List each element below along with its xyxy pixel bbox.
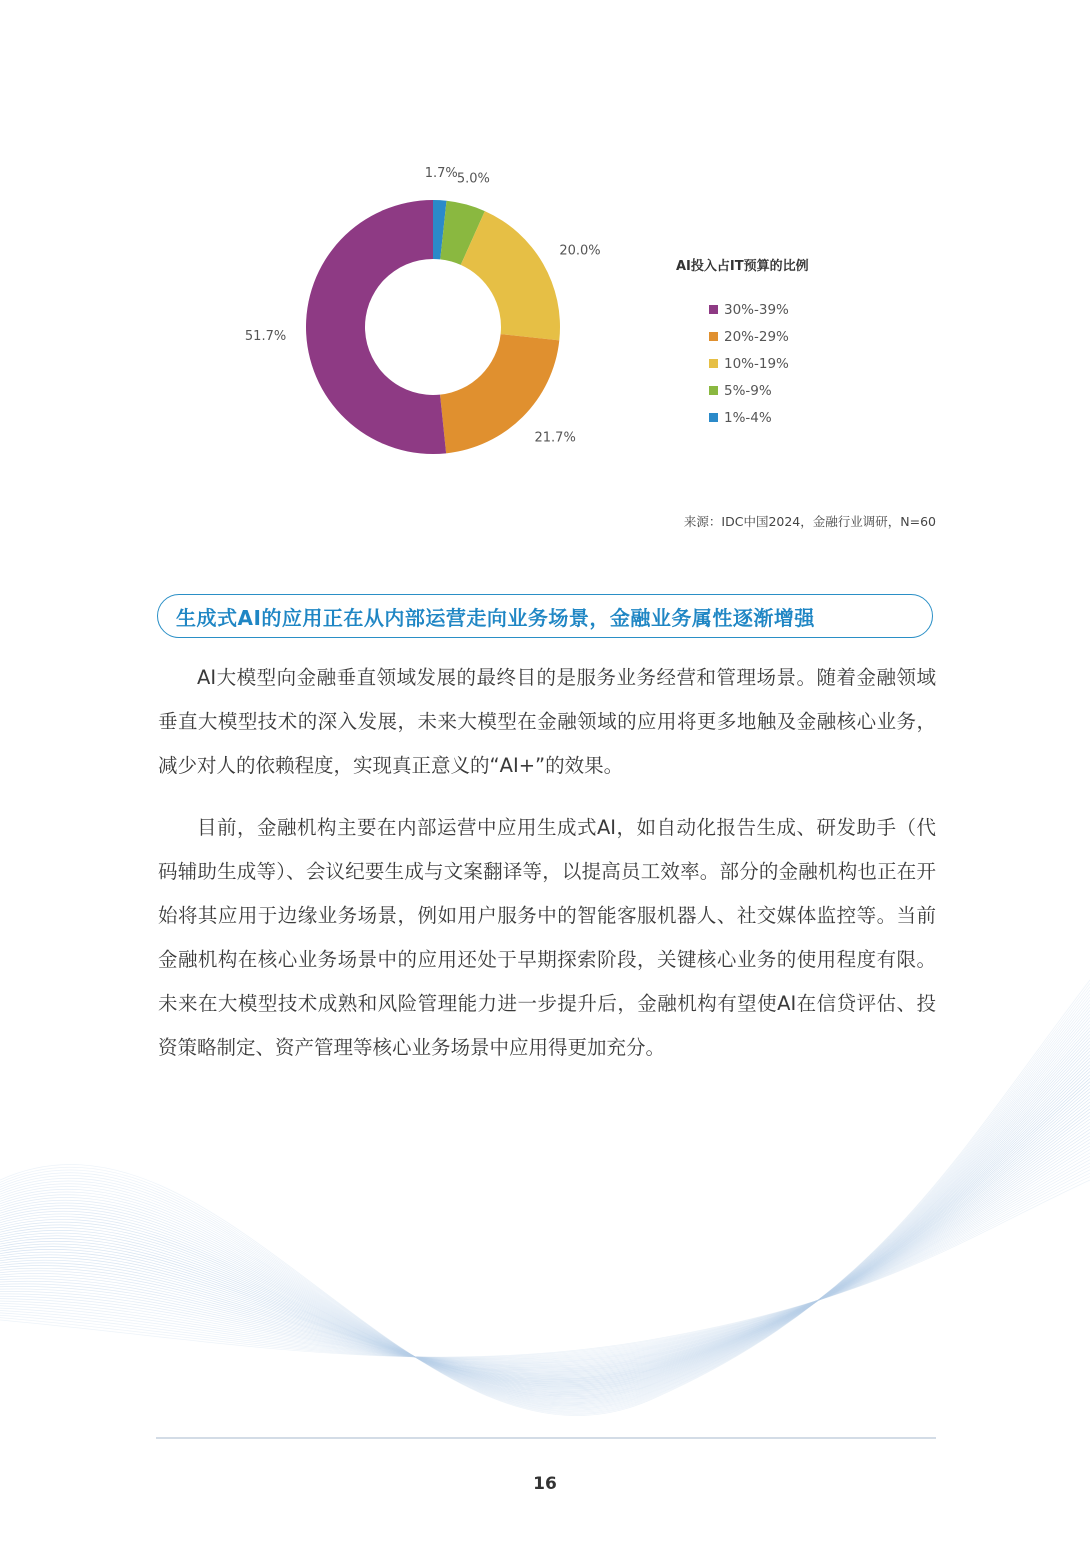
wave-line: [0, 1092, 1090, 1380]
donut-data-label-20%-29%: 21.7%: [534, 430, 576, 446]
chart-source-note: 来源：IDC中国2024，金融行业调研，N=60: [683, 514, 936, 529]
wave-line: [0, 1095, 1090, 1378]
footer-divider: [156, 1437, 936, 1439]
legend-item-5%-9%: [676, 377, 896, 404]
legend-label: 5%-9%: [724, 382, 772, 399]
donut-chart: [244, 166, 650, 470]
wave-line: [0, 1034, 1090, 1398]
legend-item-10%-19%: [676, 350, 896, 377]
wave-line: [0, 1163, 1090, 1360]
legend-label: 20%-29%: [724, 328, 789, 345]
legend-swatch: [709, 305, 718, 314]
section-heading: 生成式AI的应用正在从内部运营走向业务场景，金融业务属性逐渐增强: [176, 605, 815, 630]
legend-item-30%-39%: [676, 296, 896, 323]
donut-data-label-5%-9%: 5.0%: [456, 171, 490, 187]
legend-swatch: [709, 359, 718, 368]
legend-item-20%-29%: [676, 323, 896, 350]
legend-item-1%-4%: [676, 404, 896, 431]
page-number: 16: [533, 1474, 557, 1494]
wave-line: [0, 1153, 1090, 1362]
paragraph-1: AI大模型向金融垂直领域发展的最终目的是服务业务经营和管理场景。随着金融领域垂直大模型技术的深入发展，未来大模型在金融领域的应用将更多地触及金融核心业务，减少对人的依赖程度，实现真正意义的“AI+”的效果。: [158, 666, 936, 777]
legend-title: AI投入占IT预算的比例: [676, 259, 809, 274]
legend-label: 30%-39%: [724, 301, 789, 318]
legend-label: 1%-4%: [724, 409, 772, 426]
wave-line: [0, 1088, 1090, 1380]
legend-swatch: [709, 332, 718, 341]
donut-data-label-30%-39%: 51.7%: [244, 329, 287, 345]
donut-data-label-10%-19%: 20.0%: [559, 243, 601, 259]
paragraph-2: 目前，金融机构主要在内部运营中应用生成式AI，如自动化报告生成、研发助手（代码辅助生成等）、会议纪要生成与文案翻译等，以提高员工效率。部分的金融机构也正在开始将其应用于边缘业务场景，例如用户服务中的智能客服机器人、社交媒体监控等。当前金融机构在核心业务场景中的应用还处于早期探索阶段，关键核心业务的使用程度有限。未来在大模型技术成熟和风险管理能力进一步提升后，金融机构有望使AI在信贷评估、投资策略制定、资产管理等核心业务场景中应用得更加充分。: [158, 816, 936, 1059]
section-heading-box: [157, 594, 933, 638]
legend-swatch: [709, 386, 718, 395]
donut-data-label-1%-4%: 1.7%: [424, 166, 458, 182]
chart-legend: [676, 255, 896, 431]
legend-swatch: [709, 413, 718, 422]
legend-label: 10%-19%: [724, 355, 789, 372]
donut-slice-30%-39%: [306, 200, 446, 454]
